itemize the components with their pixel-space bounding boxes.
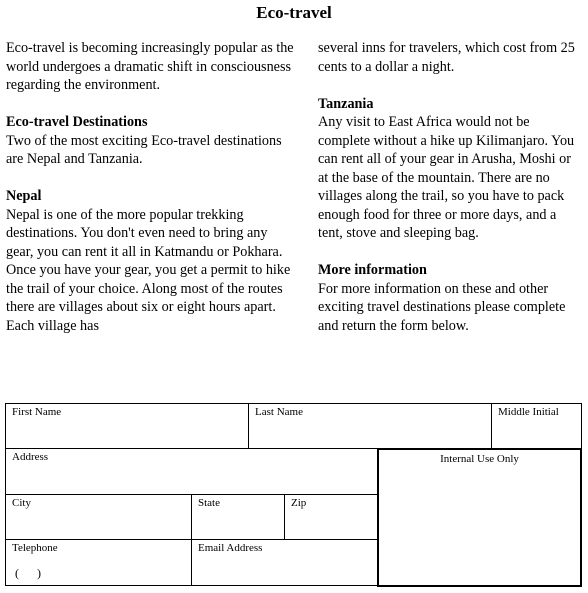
email-label: Email Address: [198, 542, 263, 554]
zip-label: Zip: [291, 497, 307, 509]
email-field[interactable]: [191, 539, 378, 586]
address-field[interactable]: [5, 448, 378, 495]
address-label: Address: [12, 451, 49, 463]
internal-use-label: Internal Use Only: [440, 453, 519, 465]
middle-initial-field[interactable]: [491, 403, 582, 449]
more-info-heading: More information: [318, 262, 427, 278]
destinations-paragraph: Two of the most exciting Eco-travel destinations are Nepal and Tanzania.: [6, 132, 282, 167]
contact-form: [5, 403, 582, 586]
page-title: Eco-travel: [256, 3, 332, 22]
internal-use-box: [377, 448, 582, 587]
telephone-label: Telephone: [12, 542, 58, 554]
first-name-field[interactable]: [5, 403, 249, 449]
city-field[interactable]: [5, 494, 192, 540]
more-info-paragraph: For more information on these and other exciting travel destinations please complete and return the form below.: [318, 280, 566, 334]
left-column: [6, 39, 296, 335]
nepal-paragraph: Nepal is one of the more popular trekking destinations. You don't even need to bring any gear, you can rent it all in Katmandu or Pokhara. Once you have your gear, you get a permit to hike the trail of your choice. Along most of the routes there are villages about six or eight hours apart. Each village has: [6, 206, 291, 334]
tanzania-heading: Tanzania: [318, 95, 374, 112]
zip-field[interactable]: [284, 494, 378, 540]
destinations-heading: Eco-travel Destinations: [6, 114, 148, 130]
nepal-continued-paragraph: several inns for travelers, which cost from 25 cents to a dollar a night.: [318, 40, 575, 75]
telephone-area-code: ( ): [15, 566, 41, 580]
first-name-label: First Name: [12, 406, 62, 418]
last-name-label: Last Name: [255, 406, 303, 418]
state-label: State: [198, 497, 220, 509]
tanzania-paragraph: Any visit to East Africa would not be complete without a hike up Kilimanjaro. You can rent all of your gear in Arusha, Moshi or at the base of the mountain. There are no villages along the trail, so you have to pack enough food for three or more days, and a tent, stove and sleeping bag.: [318, 114, 575, 241]
intro-paragraph: Eco-travel is becoming increasingly popular as the world undergoes a dramatic shift in consciousness regarding the environment.: [6, 40, 294, 93]
right-column: [318, 39, 584, 335]
nepal-heading: Nepal: [6, 188, 42, 204]
city-label: City: [12, 497, 31, 509]
state-field[interactable]: [191, 494, 285, 540]
last-name-field[interactable]: [248, 403, 492, 449]
middle-initial-label: Middle Initial: [498, 406, 559, 418]
